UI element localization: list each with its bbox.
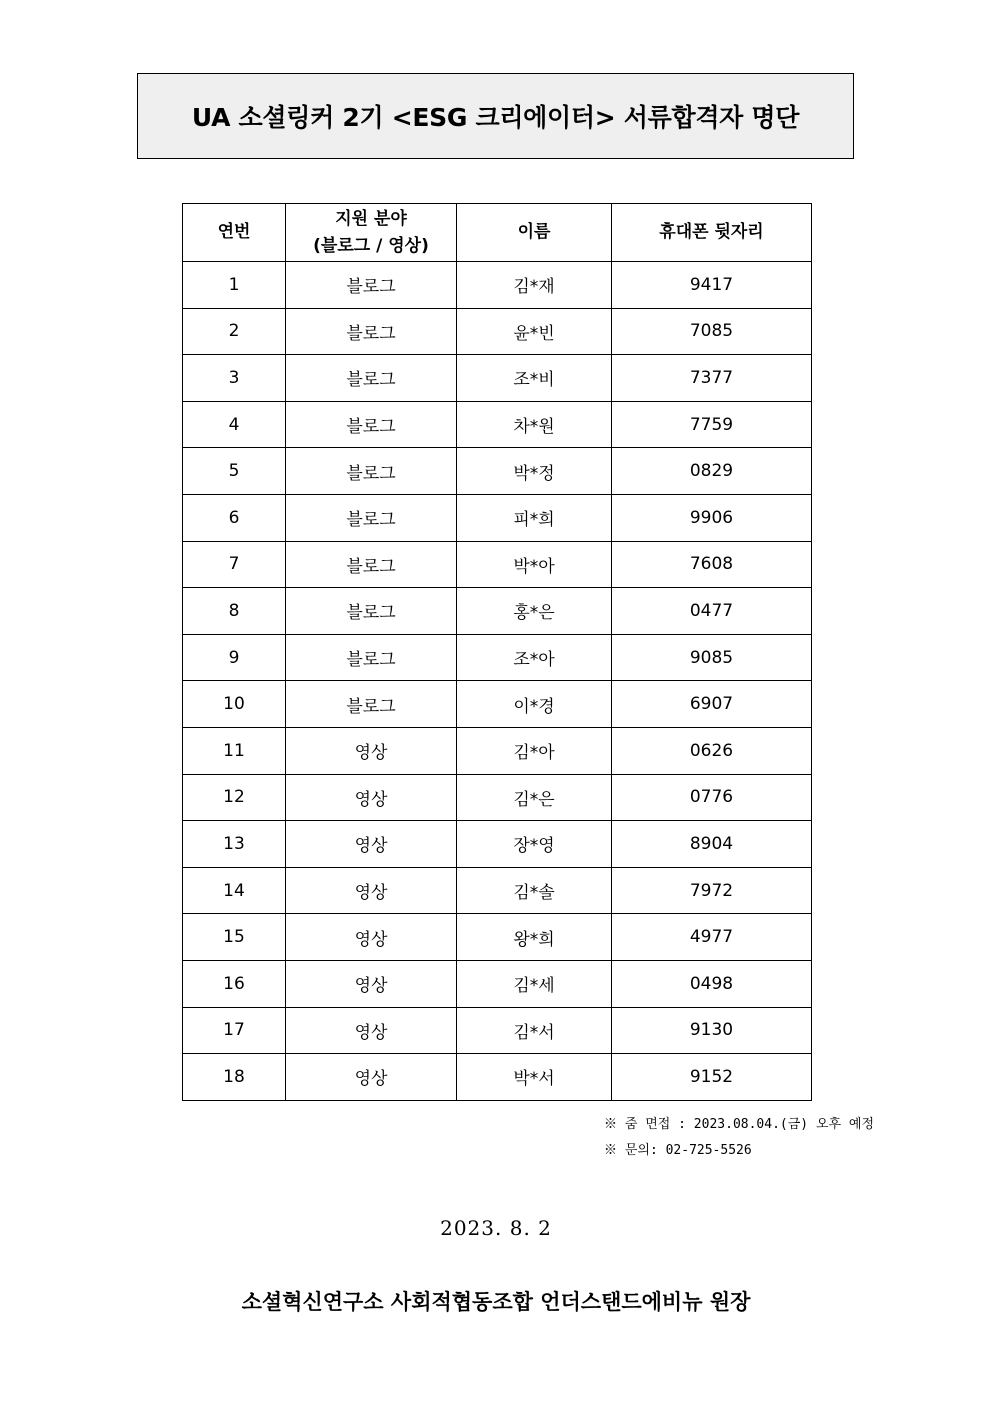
cell-name: 김*솔 bbox=[457, 867, 612, 914]
table-body bbox=[183, 262, 812, 1101]
cell-phone: 7972 bbox=[612, 867, 812, 914]
page-title: UA 소셜링커 2기 <ESG 크리에이터> 서류합격자 명단 bbox=[191, 103, 800, 132]
cell-no: 15 bbox=[183, 914, 286, 961]
cell-phone: 7759 bbox=[612, 401, 812, 448]
cell-phone: 0829 bbox=[612, 448, 812, 495]
cell-phone: 9085 bbox=[612, 634, 812, 681]
cell-name: 김*세 bbox=[457, 960, 612, 1007]
document-date: 2023. 8. 2 bbox=[440, 1216, 552, 1240]
cell-name: 차*원 bbox=[457, 401, 612, 448]
cell-name: 박*아 bbox=[457, 541, 612, 588]
cell-name: 박*정 bbox=[457, 448, 612, 495]
cell-name: 조*아 bbox=[457, 634, 612, 681]
cell-field: 영상 bbox=[286, 1054, 457, 1101]
table-row bbox=[183, 681, 812, 728]
table-row bbox=[183, 634, 812, 681]
cell-no: 9 bbox=[183, 634, 286, 681]
cell-name: 윤*빈 bbox=[457, 308, 612, 355]
cell-name: 홍*은 bbox=[457, 588, 612, 635]
header-field-line2: (블로그 / 영상) bbox=[313, 235, 429, 256]
cell-phone: 0776 bbox=[612, 774, 812, 821]
cell-field: 블로그 bbox=[286, 308, 457, 355]
cell-phone: 0477 bbox=[612, 588, 812, 635]
cell-no: 6 bbox=[183, 494, 286, 541]
notes bbox=[604, 1112, 874, 1164]
cell-phone: 4977 bbox=[612, 914, 812, 961]
cell-phone: 9417 bbox=[612, 262, 812, 309]
table-row bbox=[183, 1054, 812, 1101]
cell-phone: 0626 bbox=[612, 727, 812, 774]
cell-name: 왕*희 bbox=[457, 914, 612, 961]
title-box bbox=[137, 73, 854, 159]
table-row bbox=[183, 448, 812, 495]
cell-no: 11 bbox=[183, 727, 286, 774]
cell-field: 블로그 bbox=[286, 541, 457, 588]
cell-no: 10 bbox=[183, 681, 286, 728]
cell-name: 장*영 bbox=[457, 821, 612, 868]
cell-field: 블로그 bbox=[286, 401, 457, 448]
table-row bbox=[183, 541, 812, 588]
cell-no: 17 bbox=[183, 1007, 286, 1054]
cell-name: 이*경 bbox=[457, 681, 612, 728]
cell-no: 7 bbox=[183, 541, 286, 588]
table-row bbox=[183, 494, 812, 541]
table-row bbox=[183, 1007, 812, 1054]
cell-field: 영상 bbox=[286, 774, 457, 821]
cell-name: 조*비 bbox=[457, 355, 612, 402]
table-row bbox=[183, 867, 812, 914]
signature: 소셜혁신연구소 사회적협동조합 언더스탠드에비뉴 원장 bbox=[241, 1289, 751, 1314]
cell-phone: 7377 bbox=[612, 355, 812, 402]
note-interview: ※ 줌 면접 : 2023.08.04.(금) 오후 예정 bbox=[604, 1117, 874, 1132]
table-row bbox=[183, 308, 812, 355]
cell-no: 14 bbox=[183, 867, 286, 914]
cell-field: 영상 bbox=[286, 1007, 457, 1054]
table-row bbox=[183, 960, 812, 1007]
cell-field: 영상 bbox=[286, 867, 457, 914]
header-phone: 휴대폰 뒷자리 bbox=[612, 204, 812, 262]
cell-no: 8 bbox=[183, 588, 286, 635]
header-no: 연번 bbox=[183, 204, 286, 262]
cell-name: 김*은 bbox=[457, 774, 612, 821]
cell-no: 13 bbox=[183, 821, 286, 868]
cell-field: 블로그 bbox=[286, 355, 457, 402]
cell-phone: 7085 bbox=[612, 308, 812, 355]
cell-no: 4 bbox=[183, 401, 286, 448]
table-row bbox=[183, 727, 812, 774]
applicant-table bbox=[182, 203, 812, 1101]
cell-no: 1 bbox=[183, 262, 286, 309]
cell-field: 영상 bbox=[286, 727, 457, 774]
table-row bbox=[183, 355, 812, 402]
cell-field: 영상 bbox=[286, 960, 457, 1007]
cell-no: 16 bbox=[183, 960, 286, 1007]
table-header-row bbox=[183, 204, 812, 262]
cell-no: 2 bbox=[183, 308, 286, 355]
header-name: 이름 bbox=[457, 204, 612, 262]
header-field-line1: 지원 분야 bbox=[335, 208, 407, 229]
cell-name: 박*서 bbox=[457, 1054, 612, 1101]
cell-phone: 8904 bbox=[612, 821, 812, 868]
header-field bbox=[286, 204, 457, 262]
cell-phone: 9906 bbox=[612, 494, 812, 541]
cell-phone: 6907 bbox=[612, 681, 812, 728]
table-row bbox=[183, 262, 812, 309]
cell-field: 블로그 bbox=[286, 494, 457, 541]
cell-no: 12 bbox=[183, 774, 286, 821]
cell-field: 영상 bbox=[286, 914, 457, 961]
cell-field: 블로그 bbox=[286, 681, 457, 728]
cell-phone: 9130 bbox=[612, 1007, 812, 1054]
cell-name: 김*아 bbox=[457, 727, 612, 774]
cell-field: 블로그 bbox=[286, 588, 457, 635]
cell-no: 5 bbox=[183, 448, 286, 495]
table-row bbox=[183, 914, 812, 961]
table-row bbox=[183, 821, 812, 868]
cell-phone: 9152 bbox=[612, 1054, 812, 1101]
cell-field: 블로그 bbox=[286, 448, 457, 495]
cell-name: 피*희 bbox=[457, 494, 612, 541]
cell-no: 18 bbox=[183, 1054, 286, 1101]
cell-field: 블로그 bbox=[286, 634, 457, 681]
cell-phone: 0498 bbox=[612, 960, 812, 1007]
cell-field: 블로그 bbox=[286, 262, 457, 309]
cell-name: 김*서 bbox=[457, 1007, 612, 1054]
cell-name: 김*재 bbox=[457, 262, 612, 309]
note-contact: ※ 문의: 02-725-5526 bbox=[604, 1143, 752, 1158]
cell-phone: 7608 bbox=[612, 541, 812, 588]
cell-field: 영상 bbox=[286, 821, 457, 868]
table-row bbox=[183, 401, 812, 448]
table-row bbox=[183, 588, 812, 635]
table-row bbox=[183, 774, 812, 821]
cell-no: 3 bbox=[183, 355, 286, 402]
